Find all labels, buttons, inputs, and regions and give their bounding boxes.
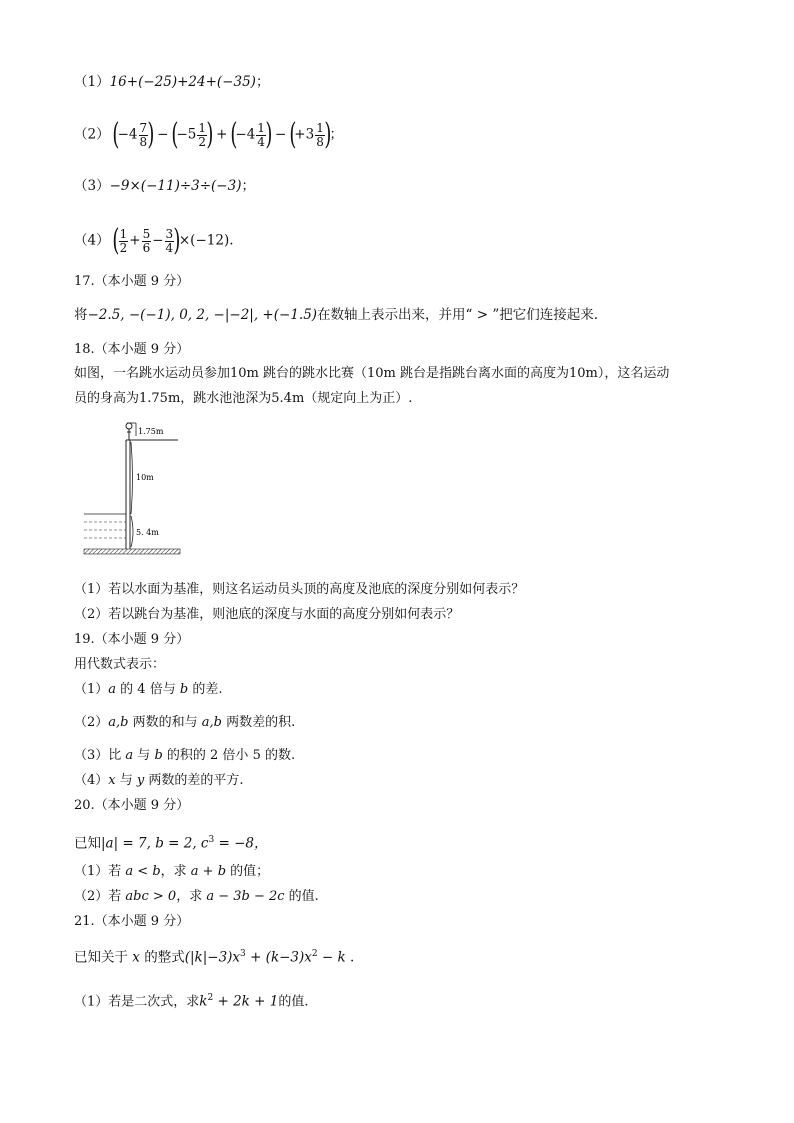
question-20-sub2: （2）若 abc > 0，求 a − 3b − 2c 的值.	[74, 889, 319, 904]
label-pool-depth: 5. 4m	[136, 528, 159, 537]
number-list: −2.5, −(−1), 0, 2, −|−2|, +(−1.5)	[87, 307, 318, 323]
label-diver-height: 1.75m	[138, 427, 164, 436]
question-17-text: 将−2.5, −(−1), 0, 2, −|−2|, +(−1.5)在数轴上表示出来，并用“ > ”把它们连接起来.	[74, 307, 599, 323]
question-18-line2: 员的身高为1.75m，跳水池池深为5.4m（规定向上为正）.	[74, 391, 413, 406]
problem-16-2: （2） (−4 $\frac{7}{8}$ ) − (−5 $\frac{1}{2}$ ) + (−4 $\frac{1}{4}$ ) − (+3 $\frac{1}{8}$ )；	[74, 117, 344, 152]
diver-icon	[126, 423, 132, 440]
fraction: $\frac{1}{2}$	[198, 120, 207, 149]
fraction: $\frac{3}{4}$	[165, 226, 174, 255]
question-19-sub1: （1）a 的 4 倍与 b 的差.	[74, 682, 223, 697]
question-18-sub2: （2）若以跳台为基准，则池底的深度与水面的高度分别如何表示？	[74, 607, 460, 622]
question-21-heading: 21.（本小题 9 分）	[74, 914, 190, 929]
fraction: $\frac{1}{4}$	[257, 120, 265, 149]
question-20-given: 已知|a| = 7, b = 2, $c^3 = -8$，	[74, 835, 268, 852]
question-20-heading: 20.（本小题 9 分）	[74, 798, 190, 813]
diving-figure	[80, 418, 190, 558]
problem-16-3: （3）−9×(−11)÷3÷(−3)；	[74, 178, 255, 194]
question-18-heading: 18.（本小题 9 分）	[74, 342, 190, 357]
math-expression: −9×(−11)÷3÷(−3)	[109, 178, 242, 194]
fraction: $\frac{5}{6}$	[142, 226, 151, 255]
label-platform-height: 10m	[136, 473, 154, 482]
problem-16-1: （1）16+(−25)+24+(−35)；	[74, 74, 270, 90]
fraction: $\frac{7}{8}$	[139, 120, 148, 149]
question-19-sub3: （3）比 a 与 b 的积的 2 倍小 5 的数.	[74, 748, 296, 763]
question-19-intro: 用代数式表示：	[74, 657, 166, 672]
question-21-given: 已知关于 x 的整式$(|k|-3)x^3 + (k-3)x^2 - k$ .	[74, 949, 355, 966]
question-18-sub1: （1）若以水面为基准，则这名运动员头顶的高度及池底的深度分别如何表示？	[74, 582, 525, 597]
question-19-sub2: （2）a,b 两数的和与 a,b 两数差的积.	[74, 715, 296, 730]
question-19-heading: 19.（本小题 9 分）	[74, 632, 190, 647]
problem-16-4: （4） ( $\frac{1}{2}$ + $\frac{5}{6}$ − $\frac{3}{4}$ )×(−12).	[74, 223, 234, 258]
math-expression: 16+(−25)+24+(−35)	[109, 74, 256, 90]
question-19-sub4: （4）x 与 y 两数的差的平方.	[74, 773, 244, 788]
fraction: $\frac{1}{8}$	[316, 120, 324, 149]
question-17-heading: 17.（本小题 9 分）	[74, 274, 190, 289]
fraction: $\frac{1}{2}$	[119, 226, 128, 255]
question-18-line1: 如图，一名跳水运动员参加10m 跳台的跳水比赛（10m 跳台是指跳台离水面的高度为10m），这名运动	[74, 366, 670, 381]
question-21-sub1: （1）若是二次式，求$k^2 + 2k + 1$的值.	[74, 993, 309, 1010]
question-20-sub1: （1）若 a < b，求 a + b 的值；	[74, 864, 270, 879]
